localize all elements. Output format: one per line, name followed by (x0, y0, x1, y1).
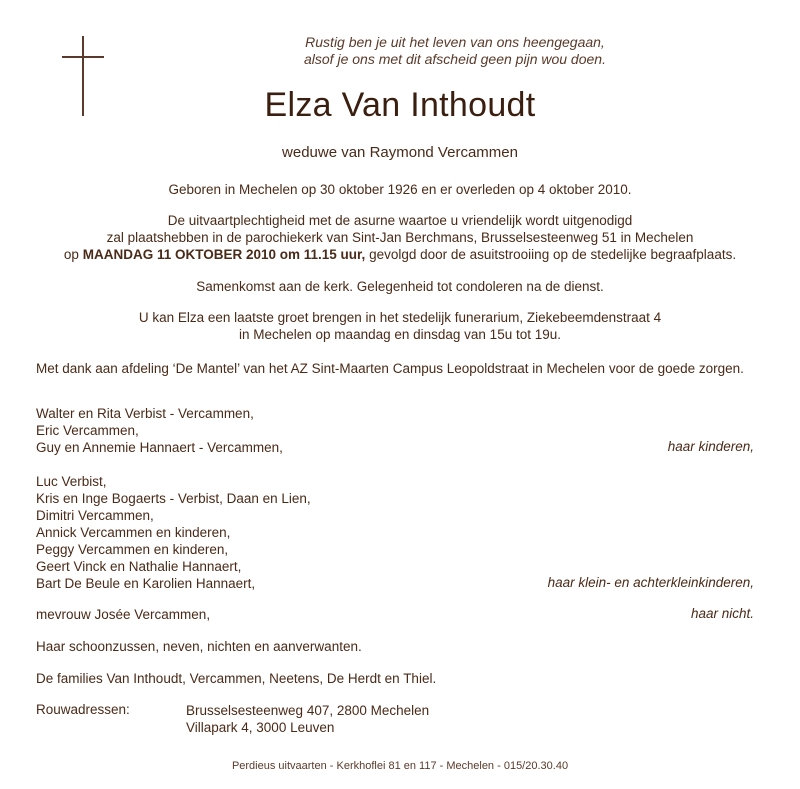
list-item: Annick Vercammen en kinderen, (36, 525, 231, 540)
deceased-name: Elza Van Inthoudt (264, 86, 536, 124)
funeral-home-footer: Perdieus uitvaarten - Kerkhoflei 81 en 117 - Mechelen - 015/20.30.40 (231, 760, 569, 772)
niece-name: mevrouw Josée Vercammen, (36, 607, 211, 622)
list-item: Peggy Vercammen en kinderen, (36, 542, 229, 557)
motto-line-2: alsof je ons met dit afscheid geen pijn wou doen. (304, 51, 606, 67)
list-item: Walter en Rita Verbist - Vercammen, (36, 406, 254, 421)
motto (0, 34, 790, 68)
niece-role: haar nicht. (690, 606, 754, 621)
list-item: Luc Verbist, (36, 474, 107, 489)
list-item: Geert Vinck en Nathalie Hannaert, (36, 559, 242, 574)
children-role: haar kinderen, (667, 439, 754, 454)
ceremony-line-2: zal plaatshebben in de parochiekerk van Sint-Jan Berchmans, Brusselsesteenweg 51 in Mechelen (106, 230, 694, 245)
ceremony-line-1: De uitvaartplechtigheid met de asurne waartoe u vriendelijk wordt uitgenodigd (167, 213, 633, 228)
ceremony-text (0, 212, 800, 263)
grandchildren-role: haar klein- en achterkleinkinderen, (547, 575, 754, 590)
list-item: Brusselsesteenweg 407, 2800 Mechelen (186, 703, 430, 718)
ceremony-prefix: op (63, 247, 79, 262)
widow-of: weduwe van Raymond Vercammen (282, 144, 518, 161)
farewell-line-2: in Mechelen op maandag en dinsdag van 15u tot 19u. (239, 327, 561, 342)
ceremony-line-3 (0, 246, 800, 263)
farewell-line-1: U kan Elza een laatste groet brengen in het stedelijk funerarium, Ziekebeemdenstraat 4 (138, 310, 662, 325)
addresses-label: Rouwadressen: (36, 702, 130, 717)
birth-death-line: Geboren in Mechelen op 30 oktober 1926 en er overleden op 4 oktober 2010. (168, 182, 632, 197)
families-line: De families Van Inthoudt, Vercammen, Neetens, De Herdt en Thiel. (36, 671, 437, 686)
ceremony-suffix: gevolgd door de asuitstrooiing op de stedelijke begraafplaats. (369, 247, 737, 262)
list-item: Eric Vercammen, (36, 423, 139, 438)
addresses-list (186, 702, 429, 736)
list-item: Kris en Inge Bogaerts - Verbist, Daan en Lien, (36, 491, 311, 506)
list-item: Dimitri Vercammen, (36, 508, 154, 523)
farewell-text (0, 309, 800, 343)
list-item: Bart De Beule en Karolien Hannaert, (36, 576, 256, 591)
grandchildren-list (36, 473, 311, 592)
list-item: Guy en Annemie Hannaert - Vercammen, (36, 440, 283, 455)
thanks-line: Met dank aan afdeling ‘De Mantel’ van het AZ Sint-Maarten Campus Leopoldstraat in Mechelen voor de goede zorgen. (36, 361, 744, 376)
inlaws-line: Haar schoonzussen, neven, nichten en aanverwanten. (36, 639, 362, 654)
list-item: Villapark 4, 3000 Leuven (186, 720, 335, 735)
ceremony-date: MAANDAG 11 OKTOBER 2010 om 11.15 uur, (82, 247, 366, 262)
children-list (36, 405, 283, 456)
motto-line-1: Rustig ben je uit het leven van ons heengegaan, (305, 34, 605, 50)
meeting-line: Samenkomst aan de kerk. Gelegenheid tot condoleren na de dienst. (196, 279, 604, 294)
